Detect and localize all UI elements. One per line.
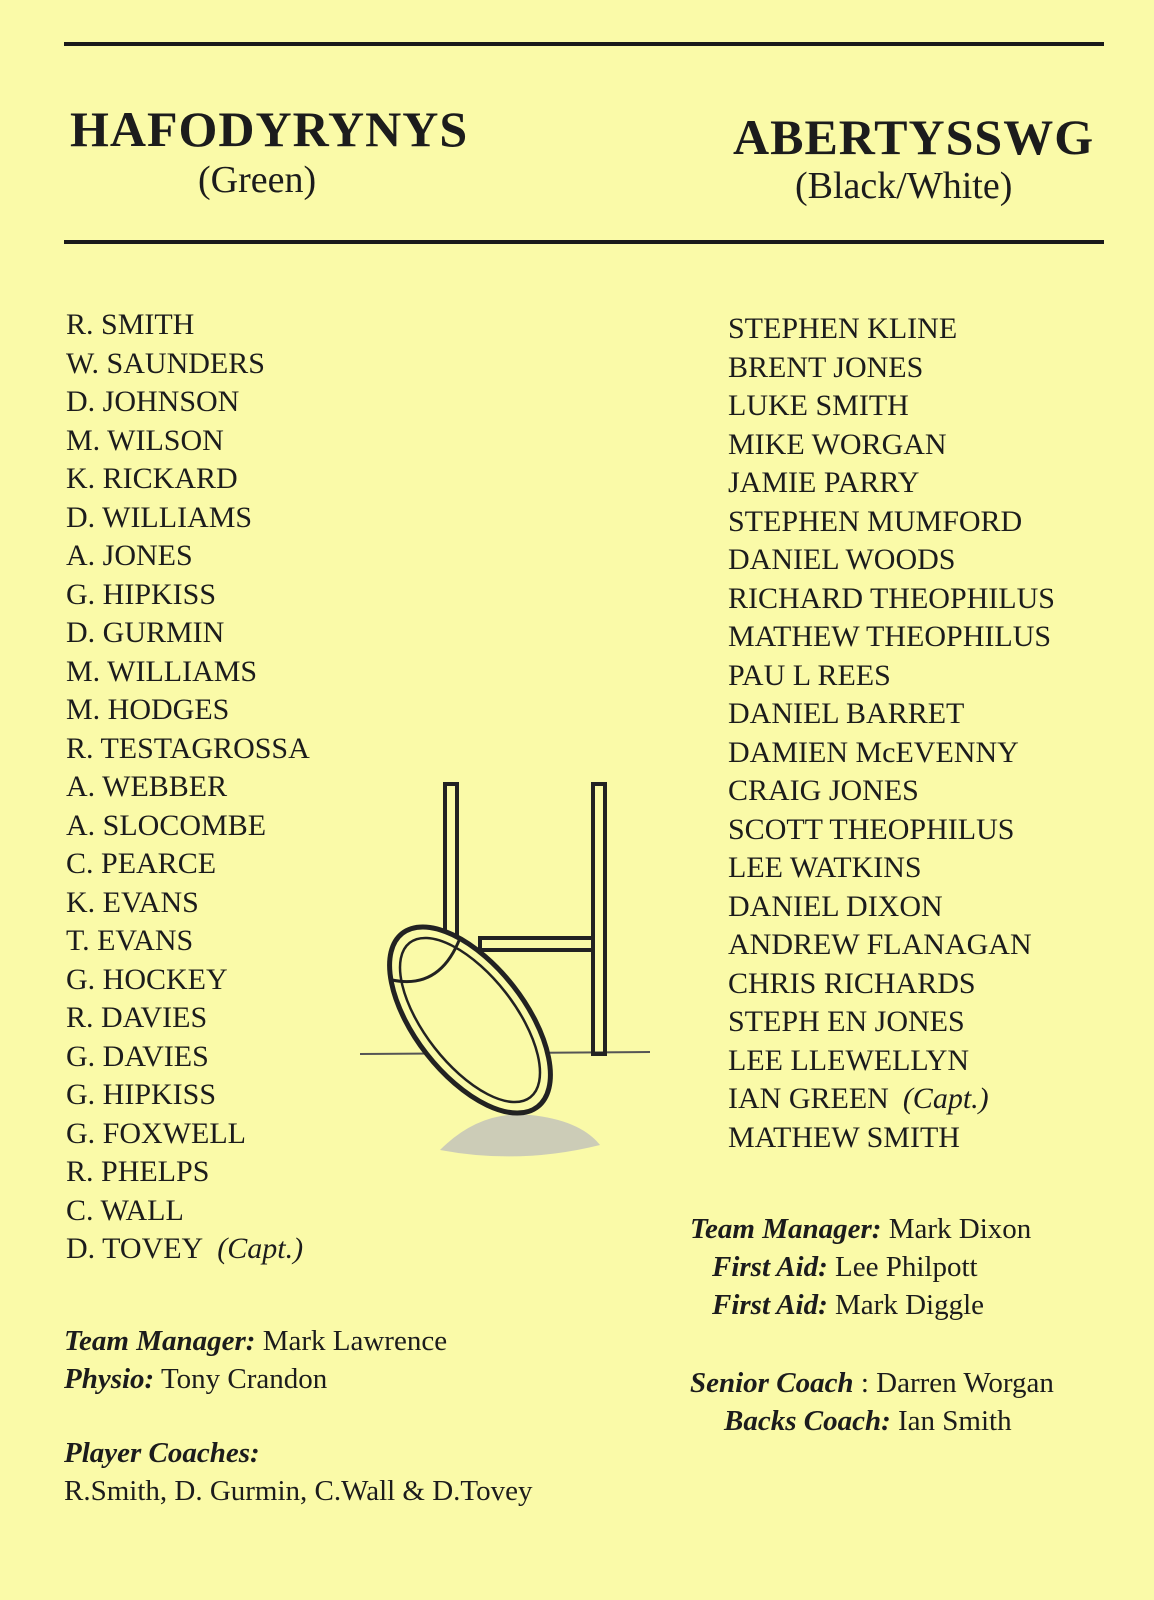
list-item: DANIEL WOODS — [728, 543, 956, 576]
physio-label: Physio: — [64, 1363, 155, 1395]
list-item: STEPH EN JONES — [728, 1005, 965, 1038]
home-officials — [64, 1322, 533, 1510]
list-item: C. WALL — [66, 1193, 184, 1227]
first-aid-row-1 — [690, 1248, 1054, 1286]
list-item: R. SMITH — [66, 308, 195, 341]
team-manager-value: Mark Lawrence — [262, 1325, 448, 1357]
list-item: JAMIE PARRY — [728, 466, 920, 499]
list-item: MATHEW THEOPHILUS — [728, 620, 1052, 653]
first-aid-label: First Aid: — [712, 1289, 828, 1321]
away-team-manager-row — [690, 1210, 1054, 1248]
player-name: IAN GREEN — [728, 1082, 889, 1115]
captain-marker: (Capt.) — [217, 1232, 304, 1265]
list-item: T. EVANS — [66, 924, 194, 957]
player-coaches-label: Player Coaches: — [64, 1437, 260, 1469]
header-rule — [64, 240, 1104, 244]
away-captain-item — [728, 1080, 1055, 1119]
list-item: DANIEL BARRET — [728, 697, 965, 730]
list-item: K. RICKARD — [66, 462, 238, 495]
list-item: LEE WATKINS — [728, 851, 922, 884]
senior-coach-row — [690, 1364, 1054, 1402]
list-item: MIKE WORGAN — [728, 427, 947, 461]
rugby-goalposts-and-ball-icon — [360, 780, 660, 1165]
team-manager-label: Team Manager: — [690, 1213, 882, 1245]
list-item: D. GURMIN — [66, 616, 225, 649]
list-item: CHRIS RICHARDS — [728, 966, 976, 1000]
list-item: K. EVANS — [66, 885, 199, 919]
list-item: G. DAVIES — [66, 1039, 209, 1073]
list-item: D. WILLIAMS — [66, 500, 253, 534]
list-item: ANDREW FLANAGAN — [728, 928, 1032, 961]
top-rule — [64, 42, 1104, 46]
player-name: D. TOVEY — [66, 1232, 204, 1265]
home-team-manager-row — [64, 1322, 533, 1360]
list-item: LUKE SMITH — [728, 389, 909, 422]
first-aid-value: Mark Diggle — [835, 1289, 985, 1321]
list-item: SCOTT THEOPHILUS — [728, 812, 1015, 846]
list-item: DANIEL DIXON — [728, 889, 943, 923]
team-manager-value: Mark Dixon — [888, 1213, 1032, 1245]
first-aid-row-2 — [690, 1286, 1054, 1324]
list-item: LEE LLEWELLYN — [728, 1043, 970, 1077]
physio-value: Tony Crandon — [160, 1363, 328, 1395]
senior-coach-value: : Darren Worgan — [860, 1367, 1054, 1399]
list-item: A. WEBBER — [66, 770, 228, 803]
captain-marker: (Capt.) — [902, 1082, 989, 1115]
list-item: STEPHEN KLINE — [728, 312, 958, 345]
home-physio-row — [64, 1360, 533, 1398]
list-item: R. TESTAGROSSA — [66, 731, 310, 765]
list-item: G. HOCKEY — [66, 962, 228, 996]
home-team-name: HAFODYRYNYS — [70, 101, 469, 157]
backs-coach-row — [690, 1402, 1054, 1440]
list-item: A. SLOCOMBE — [66, 808, 267, 842]
list-item: MATHEW SMITH — [728, 1120, 960, 1154]
list-item: M. WILSON — [66, 423, 224, 457]
list-item: G. HIPKISS — [66, 1078, 217, 1111]
team-manager-label: Team Manager: — [64, 1325, 256, 1357]
list-item: W. SAUNDERS — [66, 346, 265, 380]
away-team-colour: (Black/White) — [795, 165, 1013, 207]
list-item: G. FOXWELL — [66, 1116, 246, 1150]
list-item: PAU L REES — [728, 658, 891, 692]
list-item: R. DAVIES — [66, 1001, 208, 1034]
first-aid-label: First Aid: — [712, 1251, 828, 1283]
list-item: M. WILLIAMS — [66, 654, 258, 688]
away-officials — [690, 1210, 1054, 1440]
list-item: CRAIG JONES — [728, 774, 919, 807]
home-player-list — [66, 306, 310, 1269]
backs-coach-value: Ian Smith — [898, 1405, 1012, 1437]
list-item: D. JOHNSON — [66, 385, 240, 418]
list-item: A. JONES — [66, 539, 193, 572]
player-coaches-value: R.Smith, D. Gurmin, C.Wall & D.Tovey — [64, 1475, 533, 1507]
list-item: BRENT JONES — [728, 350, 924, 384]
first-aid-value: Lee Philpott — [835, 1251, 978, 1283]
home-captain-item — [66, 1230, 310, 1269]
home-team-colour: (Green) — [198, 159, 317, 201]
list-item: STEPHEN MUMFORD — [728, 504, 1023, 538]
list-item: DAMIEN McEVENNY — [728, 735, 1019, 769]
away-player-list — [728, 310, 1055, 1157]
list-item: R. PHELPS — [66, 1155, 210, 1188]
list-item: G. HIPKISS — [66, 577, 217, 611]
away-team-name: ABERTYSSWG — [733, 109, 1095, 165]
senior-coach-label: Senior Coach — [690, 1367, 854, 1399]
list-item: RICHARD THEOPHILUS — [728, 581, 1055, 615]
list-item: M. HODGES — [66, 693, 230, 726]
list-item: C. PEARCE — [66, 847, 217, 880]
backs-coach-label: Backs Coach: — [724, 1405, 891, 1437]
